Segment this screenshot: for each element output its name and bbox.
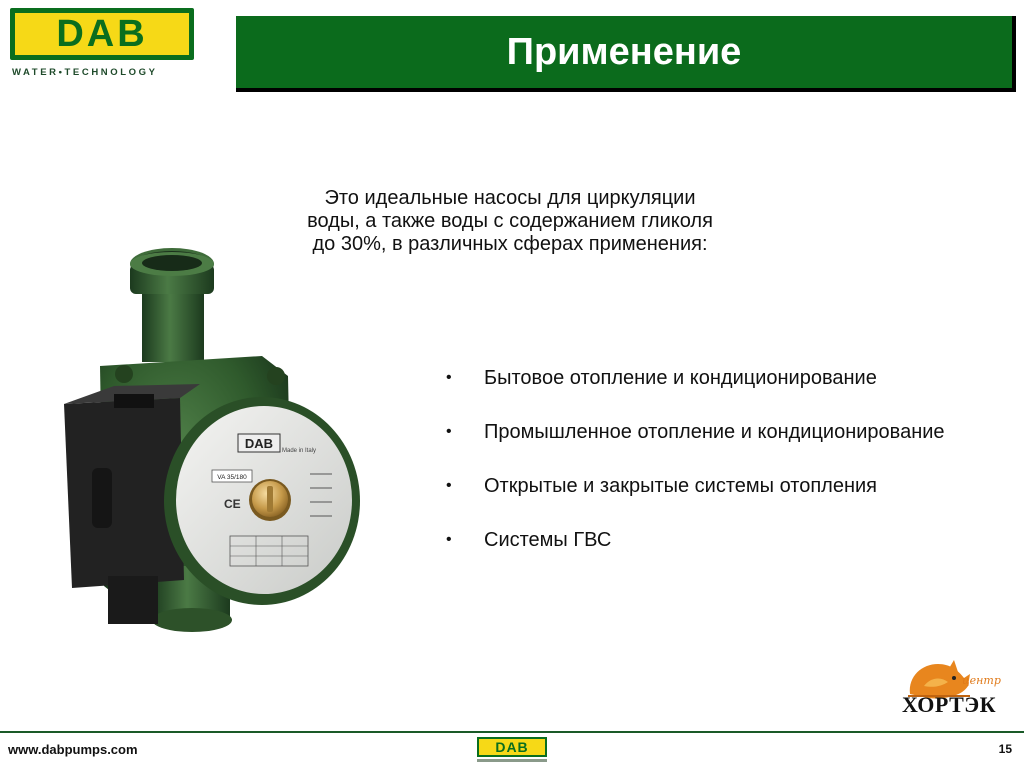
- pump-model-label: VA 35/180: [217, 474, 247, 481]
- hortek-logo: [900, 656, 1014, 718]
- footer-dab-logo-plate: [477, 737, 547, 757]
- bullet-glyph: •: [446, 531, 452, 548]
- bullet-glyph: •: [446, 369, 452, 386]
- dab-logo-plate: [10, 8, 194, 60]
- hortek-logo-word: ХОРТЭК: [902, 692, 997, 717]
- hortek-logo-top-word: центр: [962, 674, 1001, 687]
- footer-website-link[interactable]: www.dabpumps.com: [8, 742, 138, 757]
- intro-text: Это идеальные насосы для циркуляции воды, а также воды с содержанием гликоля до 30%, в различных сферах применения:: [307, 187, 713, 255]
- list-item: [444, 526, 1024, 580]
- footer-dab-logo-brand: DAB: [495, 739, 529, 755]
- list-item-text: Бытовое отопление и кондиционирование: [484, 367, 877, 389]
- list-item: [444, 418, 1024, 472]
- footer-dab-logo-plate-inner: [479, 739, 545, 755]
- list-item: [444, 472, 1024, 526]
- pump-made-in-label: Made in Italy: [282, 448, 317, 454]
- footer-dab-logo-strip: [477, 759, 547, 762]
- bullet-glyph: •: [446, 477, 452, 494]
- page-number: 15: [998, 742, 1012, 756]
- pump-ce-mark: CE: [224, 497, 241, 511]
- title-bar-panel: [236, 16, 1012, 88]
- footer-dab-logo: [477, 737, 547, 764]
- circulation-pump-image: [52, 236, 368, 636]
- footer-divider: [0, 731, 1024, 733]
- dab-logo: [10, 8, 198, 80]
- dab-logo-plate-inner: [15, 13, 189, 55]
- list-item-text: Промышленное отопление и кондиционирование: [484, 421, 945, 443]
- pump-brand-label: DAB: [244, 436, 274, 451]
- dab-logo-tagline: WATER•TECHNOLOGY: [12, 67, 158, 78]
- list-item-text: Системы ГВС: [484, 529, 612, 551]
- list-item-text: Открытые и закрытые системы отопления: [484, 475, 877, 497]
- page-title: Применение: [506, 30, 742, 73]
- title-bar: [236, 16, 1016, 92]
- applications-list: [444, 364, 1024, 580]
- bullet-glyph: •: [446, 423, 452, 440]
- dab-logo-brand: DAB: [56, 13, 148, 55]
- list-item: [444, 364, 1024, 418]
